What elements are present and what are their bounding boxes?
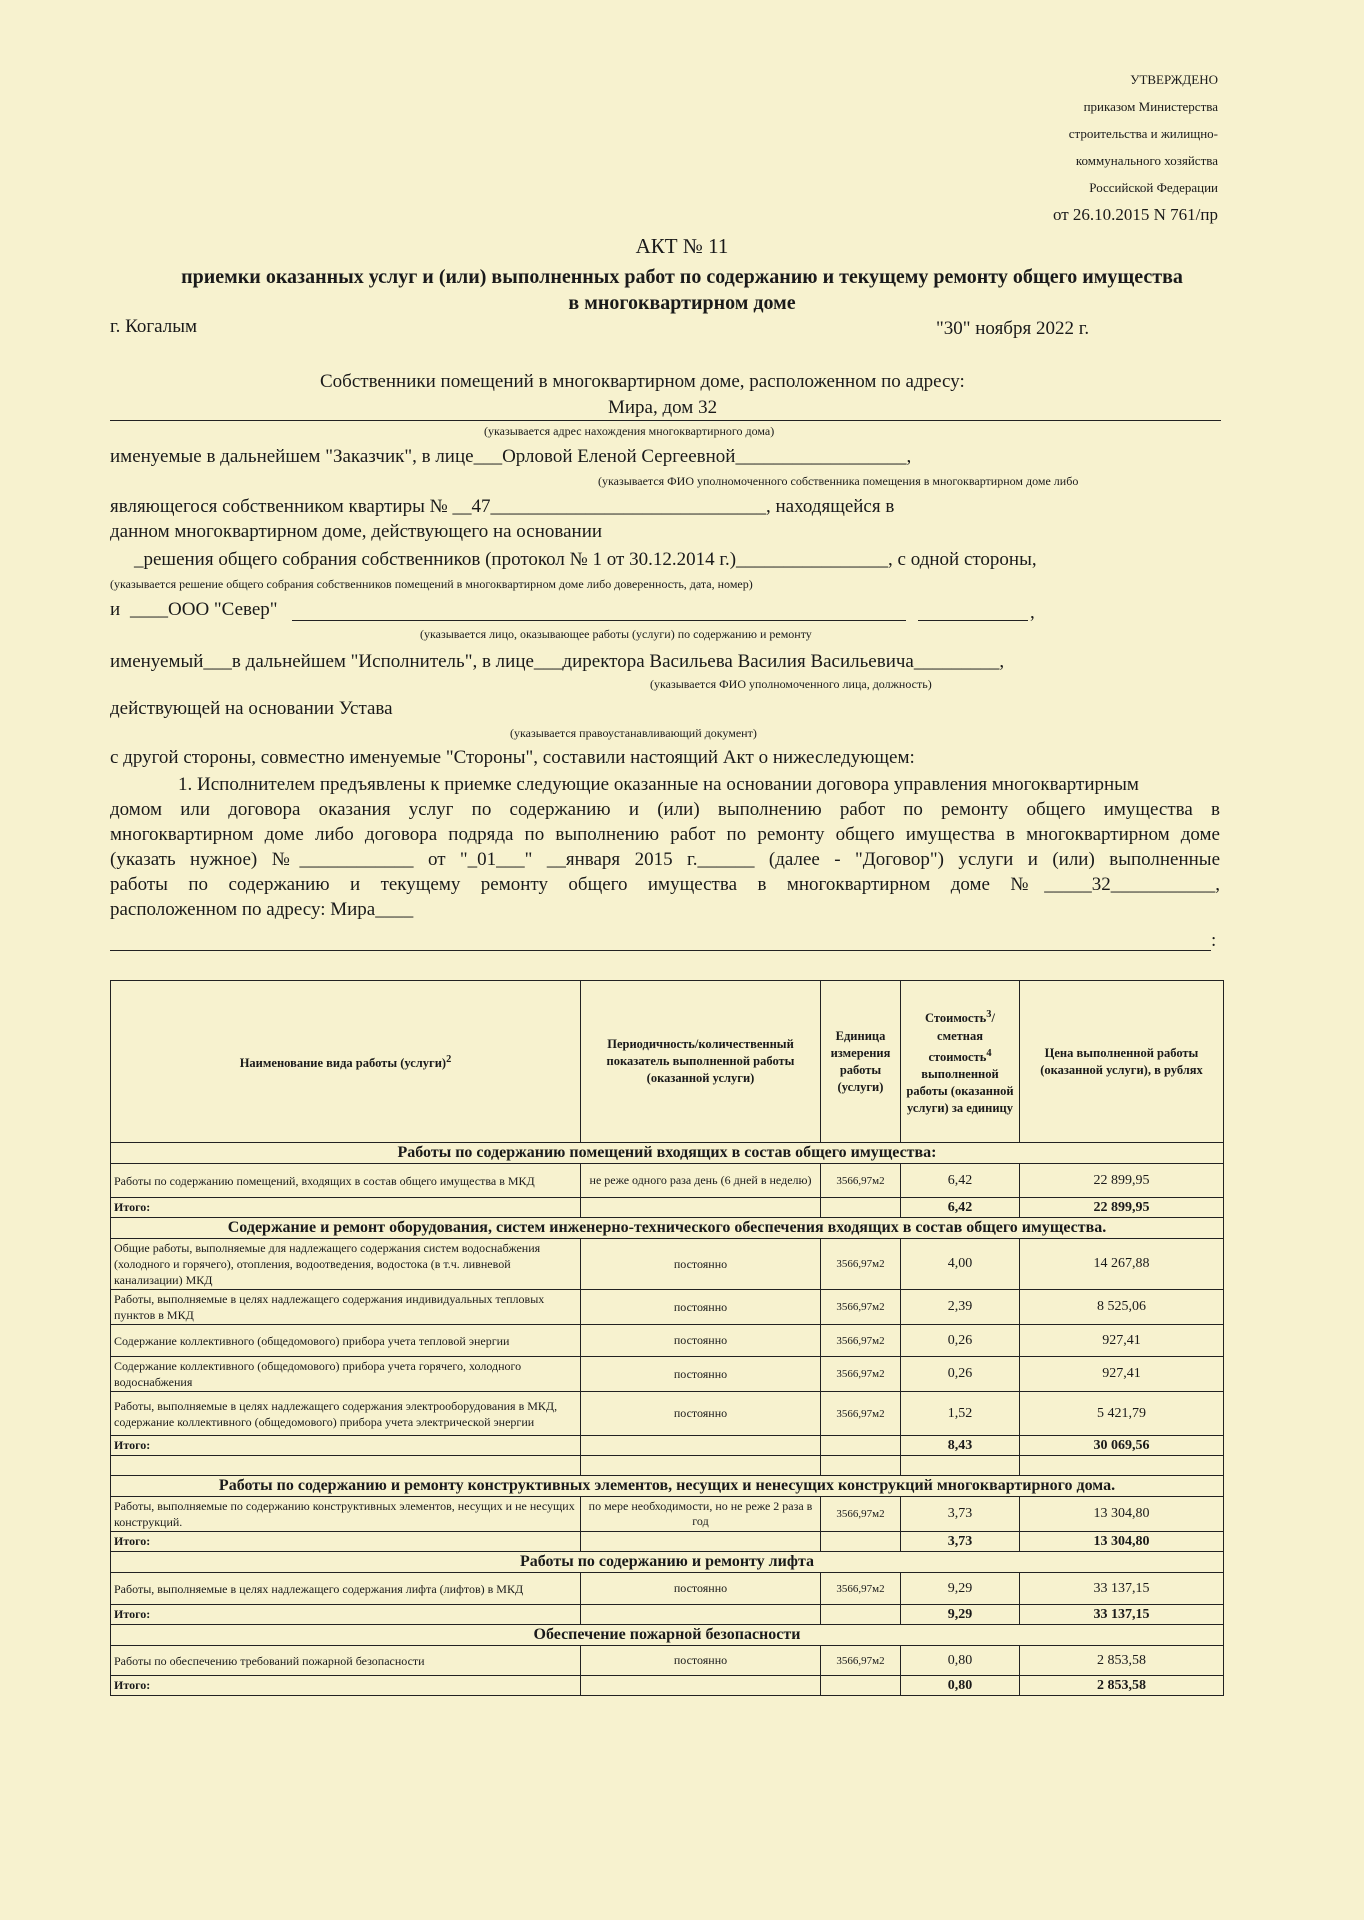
table-body <box>111 1143 1224 1696</box>
acting-line: действующей на основании Устава <box>110 698 393 719</box>
total-row <box>111 1198 1224 1218</box>
work-name: Работы по обеспечению требований пожарной безопасности <box>111 1646 581 1676</box>
header-unit: Единица измерения работы (услуги) <box>821 981 901 1143</box>
total-label: Итого: <box>111 1198 581 1218</box>
work-cost: 1,52 <box>901 1392 1020 1436</box>
table-row <box>111 1239 1224 1290</box>
work-price: 2 853,58 <box>1020 1646 1224 1676</box>
total-cost: 0,80 <box>901 1676 1020 1696</box>
work-cost: 0,26 <box>901 1325 1020 1357</box>
act-subtitle: приемки оказанных услуг и (или) выполненных работ по содержанию и текущему ремонту общего имущества <box>181 266 1183 288</box>
total-row <box>111 1436 1224 1456</box>
spacer-cell <box>581 1456 821 1476</box>
clause-1-line: работы по содержанию и текущему ремонту общего имущества в многоквартирном доме №_____32___________, <box>110 874 1220 895</box>
section-header-row <box>111 1625 1224 1646</box>
decision-line: _решения общего собрания собственников (протокол № 1 от 30.12.2014 г.)________________, с одной стороны, <box>134 549 1037 570</box>
section-header-row <box>111 1218 1224 1239</box>
contractor-comma: , <box>1030 602 1035 623</box>
owners-intro: Собственники помещений в многоквартирном доме, расположенном по адресу: <box>320 371 965 392</box>
city: г. Когалым <box>110 316 198 337</box>
work-period: постоянно <box>581 1239 821 1290</box>
header-period: Периодичность/количественный показатель выполненной работы (оказанной услуги) <box>581 981 821 1143</box>
address-hint: (указывается адрес нахождения многоквартирного дома) <box>484 424 775 438</box>
total-cost: 6,42 <box>901 1198 1020 1218</box>
total-empty <box>821 1198 901 1218</box>
table-row <box>111 1325 1224 1357</box>
spacer-cell <box>111 1456 581 1476</box>
section-header-row <box>111 1476 1224 1497</box>
work-name: Общие работы, выполняемые для надлежащего содержания систем водоснабжения (холодного и горячего), отопления, водоотведения, водостока (в т.ч. ливневой канализации) МКД <box>111 1239 581 1290</box>
work-price: 927,41 <box>1020 1357 1224 1392</box>
work-unit: 3566,97м2 <box>821 1164 901 1198</box>
header-name: Наименование вида работы (услуги)$^2$ <box>111 981 581 1143</box>
approved-line: строительства и жилищно- <box>1068 126 1218 141</box>
clause-1 <box>110 772 1220 922</box>
work-price: 13 304,80 <box>1020 1497 1224 1532</box>
work-unit: 3566,97м2 <box>821 1573 901 1605</box>
clause-1-underline <box>110 950 1211 951</box>
table-row <box>111 1357 1224 1392</box>
total-empty <box>581 1605 821 1625</box>
works-table <box>110 980 1224 1696</box>
total-empty <box>821 1532 901 1552</box>
executor-hint: (указывается ФИО уполномоченного лица, должность) <box>650 677 932 691</box>
work-price: 22 899,95 <box>1020 1164 1224 1198</box>
work-unit: 3566,97м2 <box>821 1357 901 1392</box>
spacer-cell <box>1020 1456 1224 1476</box>
work-price: 8 525,06 <box>1020 1290 1224 1325</box>
work-cost: 4,00 <box>901 1239 1020 1290</box>
table-row <box>111 1392 1224 1436</box>
acting-hint: (указывается правоустанавливающий документ) <box>510 726 757 740</box>
total-cost: 3,73 <box>901 1532 1020 1552</box>
clause-1-colon: : <box>1211 930 1217 951</box>
work-period: постоянно <box>581 1325 821 1357</box>
total-price: 13 304,80 <box>1020 1532 1224 1552</box>
header-cost: Стоимость$^3$/сметная стоимость$^4$ выполненной работы (оказанной услуги) за единицу <box>901 981 1020 1143</box>
total-label: Итого: <box>111 1605 581 1625</box>
work-unit: 3566,97м2 <box>821 1497 901 1532</box>
section-title: Работы по содержанию и ремонту лифта <box>111 1552 1224 1573</box>
approved-line: коммунального хозяйства <box>1075 153 1218 168</box>
section-title: Содержание и ремонт оборудования, систем инженерно-технического обеспечения входящих в состав общего имущества. <box>111 1218 1224 1239</box>
work-name: Содержание коллективного (общедомового) прибора учета горячего, холодного водоснабжения <box>111 1357 581 1392</box>
table-row <box>111 1290 1224 1325</box>
clause-1-line: домом или договора оказания услуг по содержанию и (или) выполнению работ по ремонту общего имущества в <box>110 799 1220 820</box>
table-header-row <box>111 981 1224 1143</box>
approved-line: приказом Министерства <box>1083 99 1218 114</box>
total-label: Итого: <box>111 1676 581 1696</box>
work-period: постоянно <box>581 1290 821 1325</box>
work-name: Работы, выполняемые в целях надлежащего содержания индивидуальных тепловых пунктов в МКД <box>111 1290 581 1325</box>
clause-1-line: расположенном по адресу: Мира____ <box>110 899 414 920</box>
total-empty <box>581 1532 821 1552</box>
work-unit: 3566,97м2 <box>821 1392 901 1436</box>
total-price: 22 899,95 <box>1020 1198 1224 1218</box>
address-underline <box>110 420 1221 421</box>
total-label: Итого: <box>111 1532 581 1552</box>
clause-1-line: (указать нужное) №____________ от "_01___" __января 2015 г.______ (далее - "Договор") услуги и (или) выполненные <box>110 849 1220 870</box>
executor-line: именуемый___в дальнейшем "Исполнитель", в лице___директора Васильева Василия Васильевича_________, <box>110 651 1005 672</box>
work-name: Работы, выполняемые в целях надлежащего содержания лифта (лифтов) в МКД <box>111 1573 581 1605</box>
approved-order: от 26.10.2015 N 761/пр <box>1052 205 1218 224</box>
work-price: 5 421,79 <box>1020 1392 1224 1436</box>
work-cost: 0,80 <box>901 1646 1020 1676</box>
work-cost: 6,42 <box>901 1164 1020 1198</box>
total-row <box>111 1676 1224 1696</box>
work-price: 927,41 <box>1020 1325 1224 1357</box>
work-cost: 3,73 <box>901 1497 1020 1532</box>
total-label: Итого: <box>111 1436 581 1456</box>
decision-hint: (указывается решение общего собрания собственников помещений в многоквартирном доме либо доверенность, дата, номер) <box>110 577 753 591</box>
table-row <box>111 1497 1224 1532</box>
approved-line: УТВЕРЖДЕНО <box>1130 72 1218 87</box>
spacer-row <box>111 1456 1224 1476</box>
section-header-row <box>111 1552 1224 1573</box>
work-price: 14 267,88 <box>1020 1239 1224 1290</box>
total-empty <box>821 1436 901 1456</box>
total-empty <box>821 1605 901 1625</box>
work-cost: 9,29 <box>901 1573 1020 1605</box>
table-row <box>111 1164 1224 1198</box>
work-unit: 3566,97м2 <box>821 1646 901 1676</box>
total-price: 30 069,56 <box>1020 1436 1224 1456</box>
table-row <box>111 1573 1224 1605</box>
work-period: постоянно <box>581 1646 821 1676</box>
section-title: Работы по содержанию и ремонту конструктивных элементов, несущих и ненесущих конструкций многоквартирного дома. <box>111 1476 1224 1497</box>
work-period: постоянно <box>581 1392 821 1436</box>
work-period: постоянно <box>581 1357 821 1392</box>
approval-stamp <box>1053 66 1218 228</box>
total-empty <box>581 1198 821 1218</box>
section-title: Обеспечение пожарной безопасности <box>111 1625 1224 1646</box>
act-date: "30" ноября 2022 г. <box>936 318 1090 339</box>
work-unit: 3566,97м2 <box>821 1239 901 1290</box>
total-price: 2 853,58 <box>1020 1676 1224 1696</box>
spacer-cell <box>901 1456 1020 1476</box>
work-unit: 3566,97м2 <box>821 1290 901 1325</box>
table-row <box>111 1646 1224 1676</box>
act-title: АКТ № 11 <box>635 234 729 258</box>
total-empty <box>821 1676 901 1696</box>
work-cost: 0,26 <box>901 1357 1020 1392</box>
work-name: Работы по содержанию помещений, входящих в состав общего имущества в МКД <box>111 1164 581 1198</box>
section-header-row <box>111 1143 1224 1164</box>
contractor-prefix: и <box>110 599 121 620</box>
total-empty <box>581 1676 821 1696</box>
total-price: 33 137,15 <box>1020 1605 1224 1625</box>
clause-1-line: 1. Исполнителем предъявлены к приемке следующие оказанные на основании договора управления многоквартирным <box>178 774 1139 795</box>
total-row <box>111 1532 1224 1552</box>
work-name: Работы, выполняемые в целях надлежащего содержания электрооборудования в МКД, содержание коллективного (общедомового) прибора учета электрической энергии <box>111 1392 581 1436</box>
contractor-underline <box>292 620 906 621</box>
customer-line: именуемые в дальнейшем "Заказчик", в лице___Орловой Еленой Сергеевной__________________, <box>110 446 912 467</box>
total-cost: 9,29 <box>901 1605 1020 1625</box>
work-price: 33 137,15 <box>1020 1573 1224 1605</box>
approved-line: Российской Федерации <box>1089 180 1218 195</box>
parties-line: с другой стороны, совместно именуемые "Стороны", составили настоящий Акт о нижеследующем: <box>110 747 915 768</box>
basis-line: данном многоквартирном доме, действующего на основании <box>110 521 603 542</box>
act-subtitle-2: в многоквартирном доме <box>568 292 796 314</box>
work-period: не реже одного раза день (6 дней в неделю) <box>581 1164 821 1198</box>
work-period: постоянно <box>581 1573 821 1605</box>
total-row <box>111 1605 1224 1625</box>
total-cost: 8,43 <box>901 1436 1020 1456</box>
spacer-cell <box>821 1456 901 1476</box>
section-title: Работы по содержанию помещений входящих в состав общего имущества: <box>111 1143 1224 1164</box>
contractor-hint: (указывается лицо, оказывающее работы (услуги) по содержанию и ремонту <box>420 627 812 641</box>
work-cost: 2,39 <box>901 1290 1020 1325</box>
contractor-underline-2 <box>918 620 1028 621</box>
customer-hint: (указывается ФИО уполномоченного собственника помещения в многоквартирном доме либо <box>598 474 1079 488</box>
building-address: Мира, дом 32 <box>608 397 718 418</box>
total-empty <box>581 1436 821 1456</box>
work-period: по мере необходимости, но не реже 2 раза в год <box>581 1497 821 1532</box>
header-price: Цена выполненной работы (оказанной услуги), в рублях <box>1020 981 1224 1143</box>
work-name: Работы, выполняемые по содержанию конструктивных элементов, несущих и не несущих конструкций. <box>111 1497 581 1532</box>
apartment-line: являющегося собственником квартиры № __47_____________________________, находящейся в <box>110 496 895 517</box>
work-unit: 3566,97м2 <box>821 1325 901 1357</box>
clause-1-line: многоквартирном доме либо договора подряда по выполнению работ по ремонту общего имущества в многоквартирном доме <box>110 824 1220 845</box>
contractor-name: ____ООО "Север" <box>130 599 278 620</box>
work-name: Содержание коллективного (общедомового) прибора учета тепловой энергии <box>111 1325 581 1357</box>
